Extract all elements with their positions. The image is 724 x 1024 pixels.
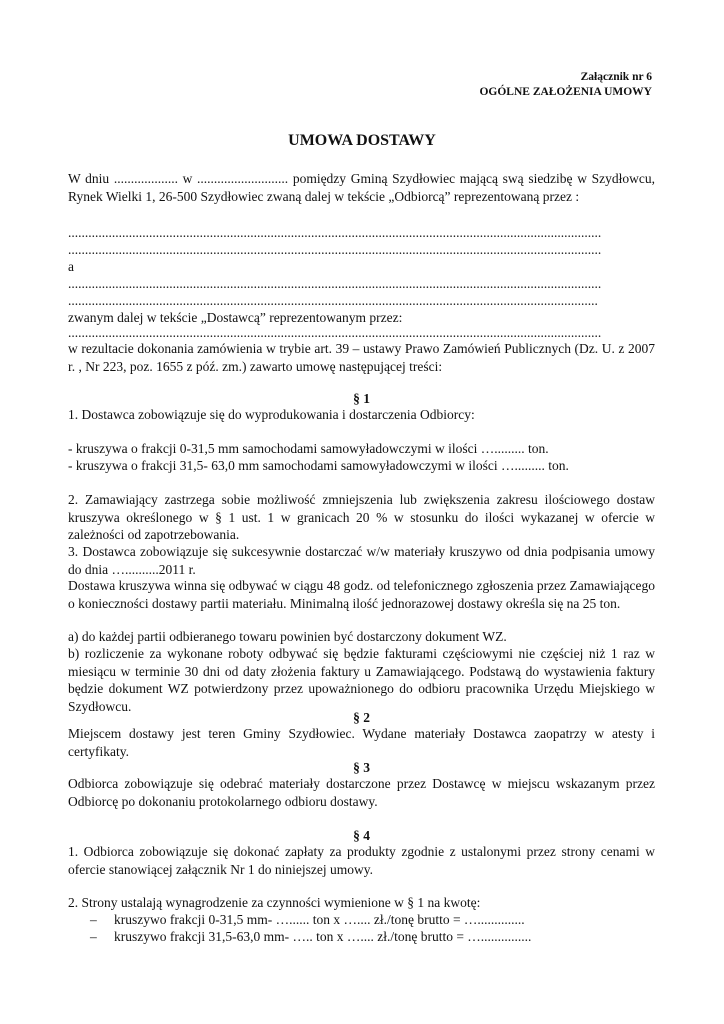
intro-parties-paragraph: W dniu ................... w ........................... pomiędzy Gminą Szydłowiec mającą swą siedzibę w Szydłowcu, Rynek Wielki 1, 26-500 Szydłowiec zwaną dalej w tekście „Odbiorcą” reprezentowaną przez : [68, 171, 655, 204]
dotted-fill-line: ............................................................................................................................................................. [68, 293, 598, 308]
section-1-heading: § 1 [353, 391, 370, 406]
s4-bullet-1 [90, 911, 650, 929]
attachment-label: Załącznik nr 6 [580, 71, 652, 83]
s1-point-a: a) do każdej partii odbieranego towaru powinien być dostarczony dokument WZ. [68, 629, 507, 644]
s3-paragraph-1: Odbiorca zobowiązuje się odebrać materiały dostarczone przez Dostawcę w miejscu wskazanym przez Odbiorcę po dokonaniu protokolarnego odbioru dostawy. [68, 776, 655, 809]
s4-bullet-1-text: kruszywo frakcji 0-31,5 mm- …...... ton x ….... zł./tonę brutto = ….............. [114, 912, 525, 927]
s1-paragraph-2: 2. Zamawiający zastrzega sobie możliwość zmniejszenia lub zwiększenia zakresu ilościowego dostaw kruszywa określonego w § 1 ust. 1 w granicach 20 % w stosunku do ilości wykazanej w ofercie w zależności od zapotrzebowania. [68, 492, 655, 543]
s4-bullet-2 [90, 928, 650, 946]
s1-paragraph-1: 1. Dostawca zobowiązuje się do wyprodukowania i dostarczenia Odbiorcy: [68, 407, 475, 422]
s1-point-b: b) rozliczenie za wykonane roboty odbywać się będzie fakturami częściowymi nie częściej niż 1 raz w miesiącu w terminie 30 dni od daty złożenia faktury u Zamawiającego. Podstawą do wystawienia faktury będzie dokument WZ potwierdzony przez upoważnionego do odbioru pracownika Urzędu Miejskiego w Szydłowcu. [68, 646, 655, 714]
document-subtitle: OGÓLNE ZAŁOŻENIA UMOWY [479, 86, 652, 98]
dotted-fill-line: .............................................................................................................................................................. [68, 242, 602, 257]
section-4-heading: § 4 [353, 828, 370, 843]
s2-paragraph-1: Miejscem dostawy jest teren Gminy Szydłowiec. Wydane materiały Dostawca zaopatrzy w atesty i certyfikaty. [68, 726, 655, 759]
dotted-fill-line: .............................................................................................................................................................. [68, 325, 602, 340]
conjunction-text: a [68, 259, 74, 274]
dash-bullet: – [90, 929, 97, 944]
document-title: UMOWA DOSTAWY [288, 132, 436, 149]
legal-basis-paragraph: w rezultacie dokonania zamówienia w trybie art. 39 – ustawy Prawo Zamówień Publicznych (Dz. U. z 2007 r. , Nr 223, poz. 1655 z póź. zm.) zawarto umowę następującej treści: [68, 341, 655, 374]
s4-bullet-2-text: kruszywo frakcji 31,5-63,0 mm- ….. ton x ….... zł./tonę brutto = …............... [114, 929, 532, 944]
dash-bullet: – [90, 912, 97, 927]
s1-paragraph-4: Dostawa kruszywa winna się odbywać w ciągu 48 godz. od telefonicznego zgłoszenia przez Zamawiającego o konieczności dostawy partii materiału. Minimalną ilość jednorazowej dostawy określa się na 25 ton. [68, 578, 655, 611]
dotted-fill-line: .............................................................................................................................................................. [68, 276, 602, 291]
dotted-fill-line: .............................................................................................................................................................. [68, 225, 602, 240]
s1-paragraph-3: 3. Dostawca zobowiązuje się sukcesywnie dostarczać w/w materiały kruszywo od dnia podpisania umowy do dnia …..........2011 r. [68, 544, 655, 577]
s1-item-1: - kruszywa o frakcji 0-31,5 mm samochodami samowyładowczymi w ilości …......... ton. [68, 441, 549, 456]
s4-paragraph-2: 2. Strony ustalają wynagrodzenie za czynności wymienione w § 1 na kwotę: [68, 895, 481, 910]
section-2-heading: § 2 [353, 710, 370, 725]
section-3-heading: § 3 [353, 760, 370, 775]
s1-item-2: - kruszywa o frakcji 31,5- 63,0 mm samochodami samowyładowczymi w ilości …......... ton. [68, 458, 569, 473]
s4-paragraph-1: 1. Odbiorca zobowiązuje się dokonać zapłaty za produkty zgodnie z ustalonymi przez strony cenami w ofercie stanowiącej załącznik Nr 1 do niniejszej umowy. [68, 844, 655, 877]
supplier-representation-text: zwanym dalej w tekście „Dostawcą” reprezentowanym przez: [68, 310, 403, 325]
